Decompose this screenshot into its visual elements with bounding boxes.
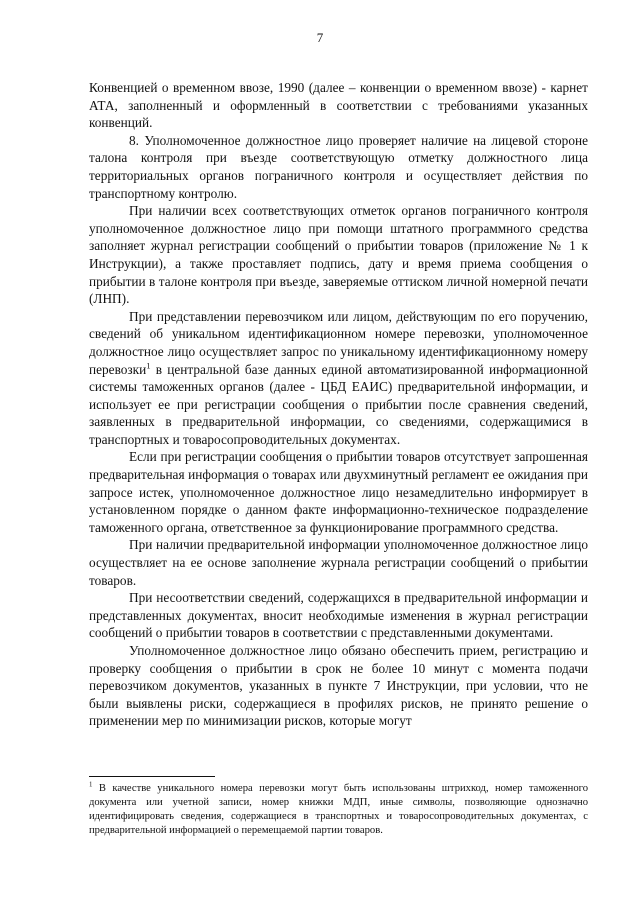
paragraph-unique-number [89,308,588,449]
paragraph-journal-registration: При наличии всех соответствующих отметок органов пограничного контроля уполномоченное должностное лицо при помощи штатного программного средства заполняет журнал регистрации сообщений о прибытии товаров (приложение № 1 к Инструкции), а также проставляет подпись, дату и время приема сообщения о прибытии в талоне контроля при въезде, заверяемые оттиском личной номерной печати (ЛНП). [89,203,588,307]
footnote-text: В качестве уникального номера перевозки могут быть использованы штрихкод, номер таможенного документа или учетной записи, номер книжки МДП, иные символы, позволяющие однозначно идентифицировать сведения, содержащиеся в транспортных и товаросопроводительных документах, с предварительной информацией о перемещаемой партии товаров. [89,783,588,836]
paragraph-discrepancy: При несоответствии сведений, содержащихся в предварительной информации и представленных документах, вносит необходимые изменения в журнал регистрации сообщений о прибытии товаров в соответствии с представленными документами. [89,590,588,641]
body-text [89,79,588,730]
footnote-mark: 1 [89,781,93,789]
paragraph-missing-info: Если при регистрации сообщения о прибытии товаров отсутствует запрошенная предварительная информация о товарах или двухминутный регламент ее ожидания при запросе истек, уполномоченное должностное лицо незамедлительно информирует в установленном порядке о данном факте информационно-техническое подразделение таможенного органа, ответственное за функционирование программного средства. [89,449,588,535]
paragraph-unique-number-text: При представлении перевозчиком или лицом, действующим по его поручению, сведений об уникальном идентификационном номере перевозки, уполномоченное должностное лицо осуществляет запрос по уникальному идентификационному номеру перевозки [89,308,588,377]
paragraph-unique-number-text-cont: в центральной базе данных единой автоматизированной информационной системы таможенных органов (далее - ЦБД ЕАИС) предварительной информации, и использует ее при регистрации сообщения о прибытии после сравнения сведений, заявленных в предварительной информации, со сведениями, содержащимися в транспортных и товаросопроводительных документах. [89,361,588,447]
footnote [89,782,588,838]
paragraph-deadline: Уполномоченное должностное лицо обязано обеспечить прием, регистрацию и проверку сообщения о прибытии в срок не более 10 минут с момента подачи перевозчиком документов, указанных в пункте 7 Инструкции, при условии, что не были выявлены риски, содержащиеся в профилях рисков, не принято решение о применении мер по минимизации рисков, которые могут [89,643,588,729]
footnote-divider [89,776,215,777]
paragraph-item-8: 8. Уполномоченное должностное лицо проверяет наличие на лицевой стороне талона контроля при въезде соответствующую отметку должностного лица территориальных органов пограничного контроля и осуществляет действия по транспортному контролю. [89,132,588,201]
footnote-reference[interactable]: 1 [146,360,151,371]
paragraph-with-info: При наличии предварительной информации уполномоченное должностное лицо осуществляет на ее основе заполнение журнала регистрации сообщений о прибытии товаров. [89,537,588,588]
page-number: 7 [316,30,324,45]
paragraph-continuation: Конвенцией о временном ввозе, 1990 (далее – конвенции о временном ввозе) - карнет АТА, заполненный и оформленный в соответствии с требованиями указанных конвенций. [89,80,588,131]
